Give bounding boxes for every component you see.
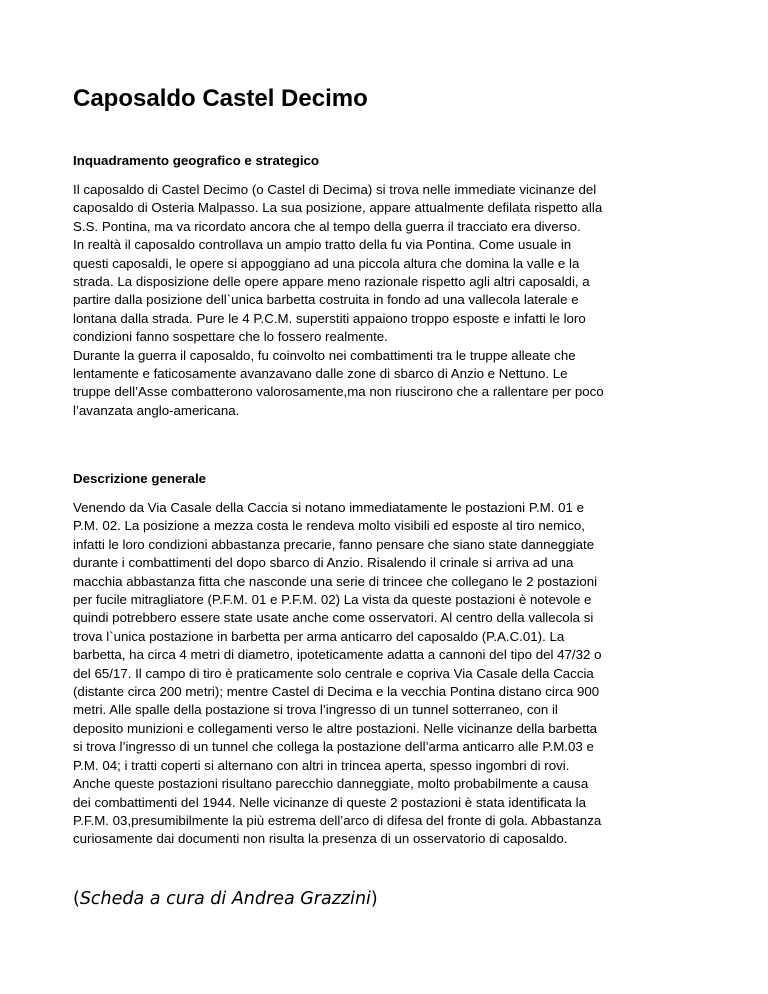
text-line: curiosamente dai documenti non risulta la presenza di un osservatorio di caposaldo.: [73, 831, 568, 847]
credit-open-paren: (: [73, 889, 80, 909]
text-line: per fucile mitragliatore (P.F.M. 01 e P.F.M. 02) La vista da queste postazioni è notevole e: [73, 592, 592, 608]
section-heading-descrizione: Descrizione generale: [73, 471, 207, 486]
text-line: (distante circa 200 metri); mentre Castel di Decima e la vecchia Pontina distano circa 900: [73, 684, 600, 700]
text-line: lentamente e faticosamente avanzavano dalle zone di sbarco di Anzio e Nettuno. Le: [73, 366, 568, 382]
text-line: P.M. 02. La posizione a mezza costa le rendeva molto visibili ed esposte al tiro nemico,: [73, 518, 585, 534]
text-line: Anche queste postazioni risultano parecchio danneggiate, molto probabilmente a causa: [73, 776, 589, 792]
text-line: P.F.M. 03,presumibilmente la più estrema dell’arco di difesa del fronte di gola. Abbastanza: [73, 812, 602, 828]
section-body-geografico: [73, 181, 604, 420]
text-line: barbetta, ha circa 4 metri di diametro, ipoteticamente adatta a cannoni del tipo del 47/32 o: [73, 647, 602, 663]
text-line: caposaldo di Osteria Malpasso. La sua posizione, appare attualmente defilata rispetto alla: [73, 200, 603, 216]
text-line: P.M. 04; i tratti coperti si alternano con altri in trincea aperta, spesso ingombri di rovi.: [73, 757, 570, 773]
text-line: Il caposaldo di Castel Decimo (o Castel di Decima) si trova nelle immediate vicinanze del: [73, 182, 597, 197]
text-line: deposito munizioni e collegamenti verso le altre postazioni. Nelle vicinanze della barbetta: [73, 720, 598, 736]
text-line: S.S. Pontina, ma va ricordato ancora che al tempo della guerra il tracciato era diverso.: [73, 218, 581, 234]
text-line: trova l`unica postazione in barbetta per arma anticarro del caposaldo (P.A.C.01). La: [73, 628, 565, 644]
text-line: truppe dell’Asse combatterono valorosamente,ma non riuscirono che a rallentare per poco: [73, 384, 604, 400]
text-line: Durante la guerra il caposaldo, fu coinvolto nei combattimenti tra le truppe alleate che: [73, 347, 576, 363]
text-line: strada. La disposizione delle opere appare meno razionale rispetto agli altri caposaldi, a: [73, 274, 590, 290]
text-line: quindi potrebbero essere state usate anche come osservatori. Al centro della vallecola si: [73, 610, 594, 626]
text-line: Venendo da Via Casale della Caccia si notano immediatamente le postazioni P.M. 01 e: [73, 500, 585, 515]
text-line: dei combattimenti del 1944. Nelle vicinanze di queste 2 postazioni è stata identificata la: [73, 794, 586, 810]
text-line: si trova l’ingresso di un tunnel che collega la postazione dell’arma anticarro alle P.M.03 e: [73, 739, 594, 755]
credit-close-paren: ): [370, 889, 378, 909]
author-credit: [73, 887, 378, 911]
text-line: durante i combattimenti del dopo sbarco di Anzio. Risalendo il crinale si arriva ad una: [73, 555, 574, 571]
text-line: l’avanzata anglo-americana.: [73, 402, 240, 418]
section-heading-geografico: Inquadramento geografico e strategico: [73, 153, 320, 168]
text-line: del 65/17. Il campo di tiro è praticamente solo centrale e copriva Via Casale della Caccia: [73, 665, 594, 681]
section-body-descrizione: [73, 499, 602, 849]
text-line: lontana dalla strada. Pure le 4 P.C.M. superstiti appaiono troppo esposte e infatti le loro: [73, 310, 586, 326]
text-line: In realtà il caposaldo controllava un ampio tratto della fu via Pontina. Come usuale in: [73, 237, 572, 253]
text-line: condizioni fanno sospettare che lo fossero realmente.: [73, 329, 388, 345]
text-line: metri. Alle spalle della postazione si trova l’ingresso di un tunnel sotterraneo, con il: [73, 702, 558, 718]
text-line: macchia abbastanza fitta che nasconde una serie di trincee che collegano le 2 postazioni: [73, 573, 598, 589]
text-line: partire dalla posizione dell`unica barbetta costruita in fondo ad una vallecola laterale e: [73, 292, 579, 308]
page-title: Caposaldo Castel Decimo: [73, 85, 368, 112]
credit-text: Scheda a cura di Andrea Grazzini: [79, 889, 371, 909]
text-line: infatti le loro condizioni abbastanza precarie, fanno pensare che siano state danneggiate: [73, 536, 595, 552]
text-line: questi caposaldi, le opere si appoggiano ad una piccola altura che domina la valle e la: [73, 255, 580, 271]
